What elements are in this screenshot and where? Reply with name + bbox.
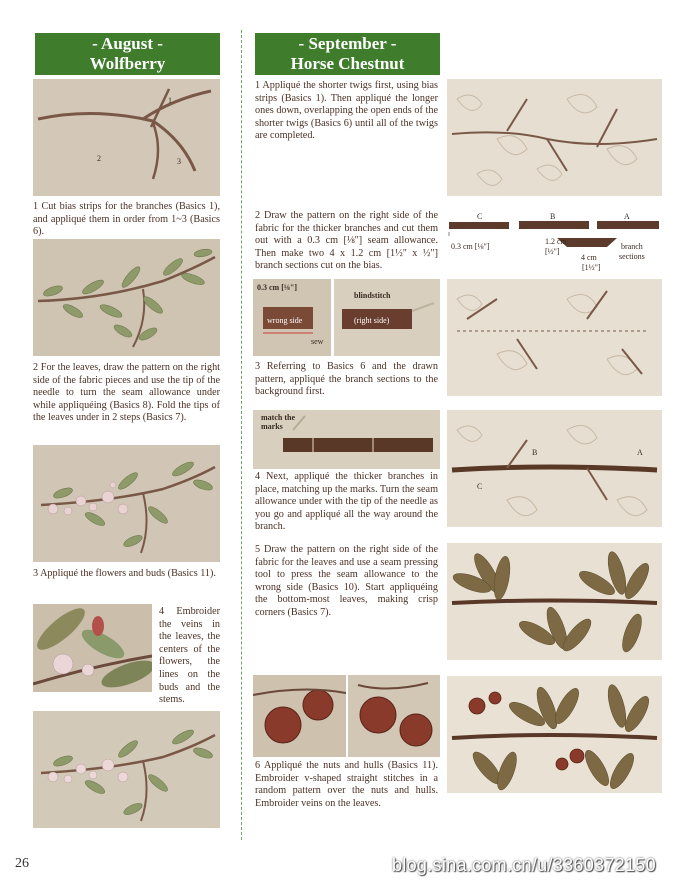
chestnut-step3-wrong-side-photo <box>253 279 331 356</box>
photo-seam-label: 0.3 cm [⅛"] <box>257 283 297 292</box>
chestnut-step6-text: 6 Appliqué the nuts and hulls (Basics 11). Embroider v-shaped straight stitches in a random pattern over the nuts and hulls. Embroider veins on the leaves. <box>255 760 438 809</box>
wolfberry-step1-text: 1 Cut bias strips for the branches (Basics 1), and appliqué them in order from 1~3 (Basics 6). <box>33 201 220 238</box>
diagram-length-in: [1½"] <box>582 263 601 272</box>
match-the-label: match the <box>261 413 295 422</box>
diagram-sections: sections <box>619 252 645 261</box>
september-banner-month: - September - <box>298 34 397 53</box>
wolfberry-step2-photo <box>33 239 220 356</box>
branch-label-a: A <box>637 448 643 457</box>
chestnut-step4-photo <box>447 410 662 527</box>
photo-wrong-side-label: wrong side <box>267 316 303 325</box>
chestnut-finished-photo <box>447 676 662 793</box>
diagram-length: 4 cm <box>581 253 597 262</box>
photo-sew-label: sew <box>311 337 324 346</box>
august-banner-month: - August - <box>92 34 163 53</box>
wolfberry-step4-closeup-photo <box>33 604 152 692</box>
chestnut-step1-photo <box>447 79 662 196</box>
chestnut-step3-blindstitch-photo <box>334 279 440 356</box>
photo-blindstitch-label: blindstitch <box>354 291 391 300</box>
chestnut-step1-text: 1 Appliqué the shorter twigs first, using bias strips (Basics 1). Then appliqué the longer ones down, overlapping the open ends of the shorter twigs (Basics 6) until all of the twigs are completed. <box>255 80 438 142</box>
august-banner <box>35 33 220 75</box>
fig1-label-3: 3 <box>177 157 181 166</box>
september-banner-plant: Horse Chestnut <box>290 54 405 73</box>
branch-label-c: C <box>477 482 483 491</box>
chestnut-step2-text: 2 Draw the pattern on the right side of the fabric for the thicker branches and cut them out with a 0.3 cm [⅛"] seam allowance. Then make two 4 x 1.2 cm [1½" x ½"] branch sections cut on the bias. <box>255 210 438 272</box>
wolfberry-finished-photo <box>33 711 220 828</box>
fig1-label-2: 2 <box>97 154 101 163</box>
diagram-label-a: A <box>624 212 630 221</box>
page-number: 26 <box>15 856 29 871</box>
september-banner <box>255 33 440 75</box>
august-banner-plant: Wolfberry <box>89 54 166 73</box>
chestnut-step5-photo <box>447 543 662 660</box>
chestnut-nuts-photo-1 <box>253 675 346 757</box>
chestnut-step4-text: 4 Next, appliqué the thicker branches in place, matching up the marks. Turn the seam allowance under with the tip of the needle as you go and appliqué all the way around the branch. <box>255 471 438 533</box>
chestnut-nuts-photo-2 <box>348 675 440 757</box>
fig1-label-1: 1 <box>168 96 172 105</box>
diagram-label-c: C <box>477 212 483 221</box>
wolfberry-step3-photo <box>33 445 220 562</box>
branch-sections-diagram <box>447 208 662 273</box>
wolfberry-step4-text: 4 Embroider the veins in the leaves, the centers of the flowers, the lines on the buds and the stems. <box>159 606 220 706</box>
marks-label: marks <box>261 422 283 431</box>
column-divider <box>241 30 242 840</box>
chestnut-step3-text: 3 Referring to Basics 6 and the drawn pattern, appliqué the branch sections to the background first. <box>255 361 438 398</box>
diagram-width: 1.2 cm <box>545 237 567 246</box>
chestnut-step4-match-photo <box>253 410 440 469</box>
diagram-width-in: [½"] <box>545 247 560 256</box>
chestnut-step5-text: 5 Draw the pattern on the right side of the fabric for the leaves and use a seam pressing tool to press the seam allowance to the wrong side (Basics 10). Start appliquéing the bottom-most leaves, making crisp corners (Basics 7). <box>255 544 438 618</box>
wolfberry-step1-photo <box>33 79 220 196</box>
chestnut-step3-photo <box>447 279 662 396</box>
wolfberry-step2-text: 2 For the leaves, draw the pattern on the right side of the fabric pieces and use the tip of the needle to turn the seam allowance under while appliquéing (Basics 8). Fold the tips of the leaves under in 2 steps (Basics 7). <box>33 362 220 424</box>
branch-label-b: B <box>532 448 538 457</box>
diagram-seam: 0.3 cm [⅛"] <box>451 242 490 251</box>
photo-right-side-label: (right side) <box>354 316 390 325</box>
watermark: blog.sina.com.cn/u/3360372150 <box>392 855 656 875</box>
diagram-label-b: B <box>550 212 556 221</box>
diagram-branch: branch <box>621 242 643 251</box>
wolfberry-step3-text: 3 Appliqué the flowers and buds (Basics 11). <box>33 568 216 579</box>
